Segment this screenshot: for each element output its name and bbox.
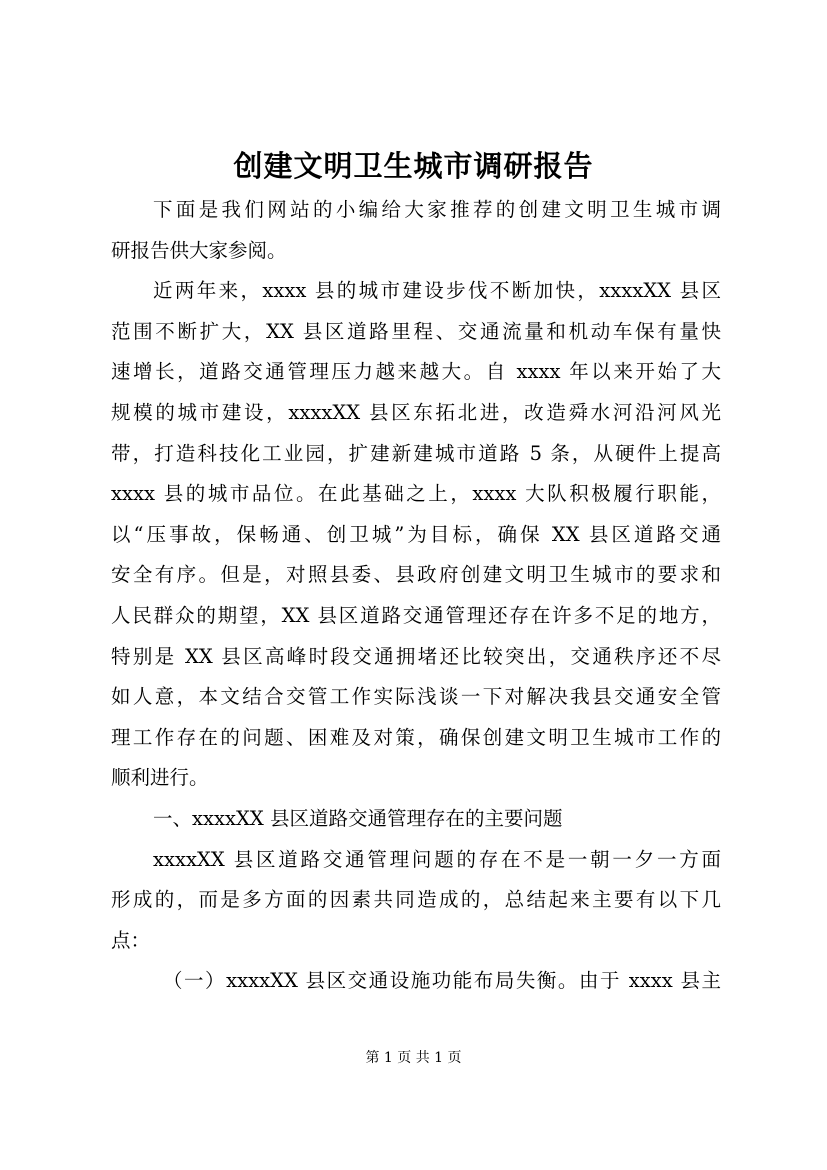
text-line: 下面是我们网站的小编给大家推荐的创建文明卫生城市调 — [153, 198, 721, 221]
text-line: 形成的，而是多方面的因素共同造成的，总结起来主要有以下几 — [111, 888, 721, 912]
text-line: 带，打造科技化工业园，扩建新建城市道路 5 条，从硬件上提高 — [111, 441, 721, 465]
title-spacer — [111, 166, 721, 190]
text-line: （一）xxxxXX 县区交通设施功能布局失衡。由于 xxxx 县主 — [163, 969, 721, 993]
text-line: xxxxXX 县区道路交通管理问题的存在不是一朝一夕一方面 — [153, 847, 721, 871]
text-line: 范围不断扩大，XX 县区道路里程、交通流量和机动车保有量快 — [111, 319, 721, 343]
text-line: 以“压事故，保畅通、创卫城”为目标，确保 XX 县区道路交通 — [111, 522, 721, 546]
paragraph-intro — [111, 190, 721, 271]
heading-line: 一、xxxxXX 县区道路交通管理存在的主要问题 — [153, 806, 563, 830]
text-line: xxxx 县的城市品位。在此基础之上，xxxx 大队积极履行职能， — [111, 482, 721, 506]
text-line: 如人意，本文结合交管工作实际浅谈一下对解决我县交通安全管 — [111, 685, 721, 709]
paragraph-point-one — [111, 961, 721, 1002]
text-line: 近两年来，xxxx 县的城市建设步伐不断加快，xxxxXX 县区 — [153, 279, 721, 303]
text-line: 规模的城市建设，xxxxXX 县区东拓北进，改造舜水河沿河风光 — [111, 400, 721, 424]
section-heading — [111, 799, 721, 840]
text-line: 点： — [111, 928, 151, 952]
text-line: 特别是 XX 县区高峰时段交通拥堵还比较突出，交通秩序还不尽 — [111, 644, 721, 668]
document-body — [111, 166, 721, 1002]
text-line: 顺利进行。 — [111, 766, 209, 790]
document-title: 创建文明卫生城市调研报告 — [233, 149, 594, 183]
text-line: 速增长，道路交通管理压力越来越大。自 xxxx 年以来开始了大 — [111, 360, 721, 384]
text-line: 人民群众的期望，XX 县区道路交通管理还存在许多不足的地方， — [111, 603, 721, 627]
paragraph-background — [111, 271, 721, 799]
text-line: 安全有序。但是，对照县委、县政府创建文明卫生城市的要求和 — [111, 563, 721, 587]
page-footer: 第 1 页 共 1 页 — [365, 1050, 462, 1066]
paragraph-problems — [111, 840, 721, 962]
text-line: 理工作存在的问题、困难及对策，确保创建文明卫生城市工作的 — [111, 725, 721, 749]
text-line: 研报告供大家参阅。 — [111, 238, 287, 262]
